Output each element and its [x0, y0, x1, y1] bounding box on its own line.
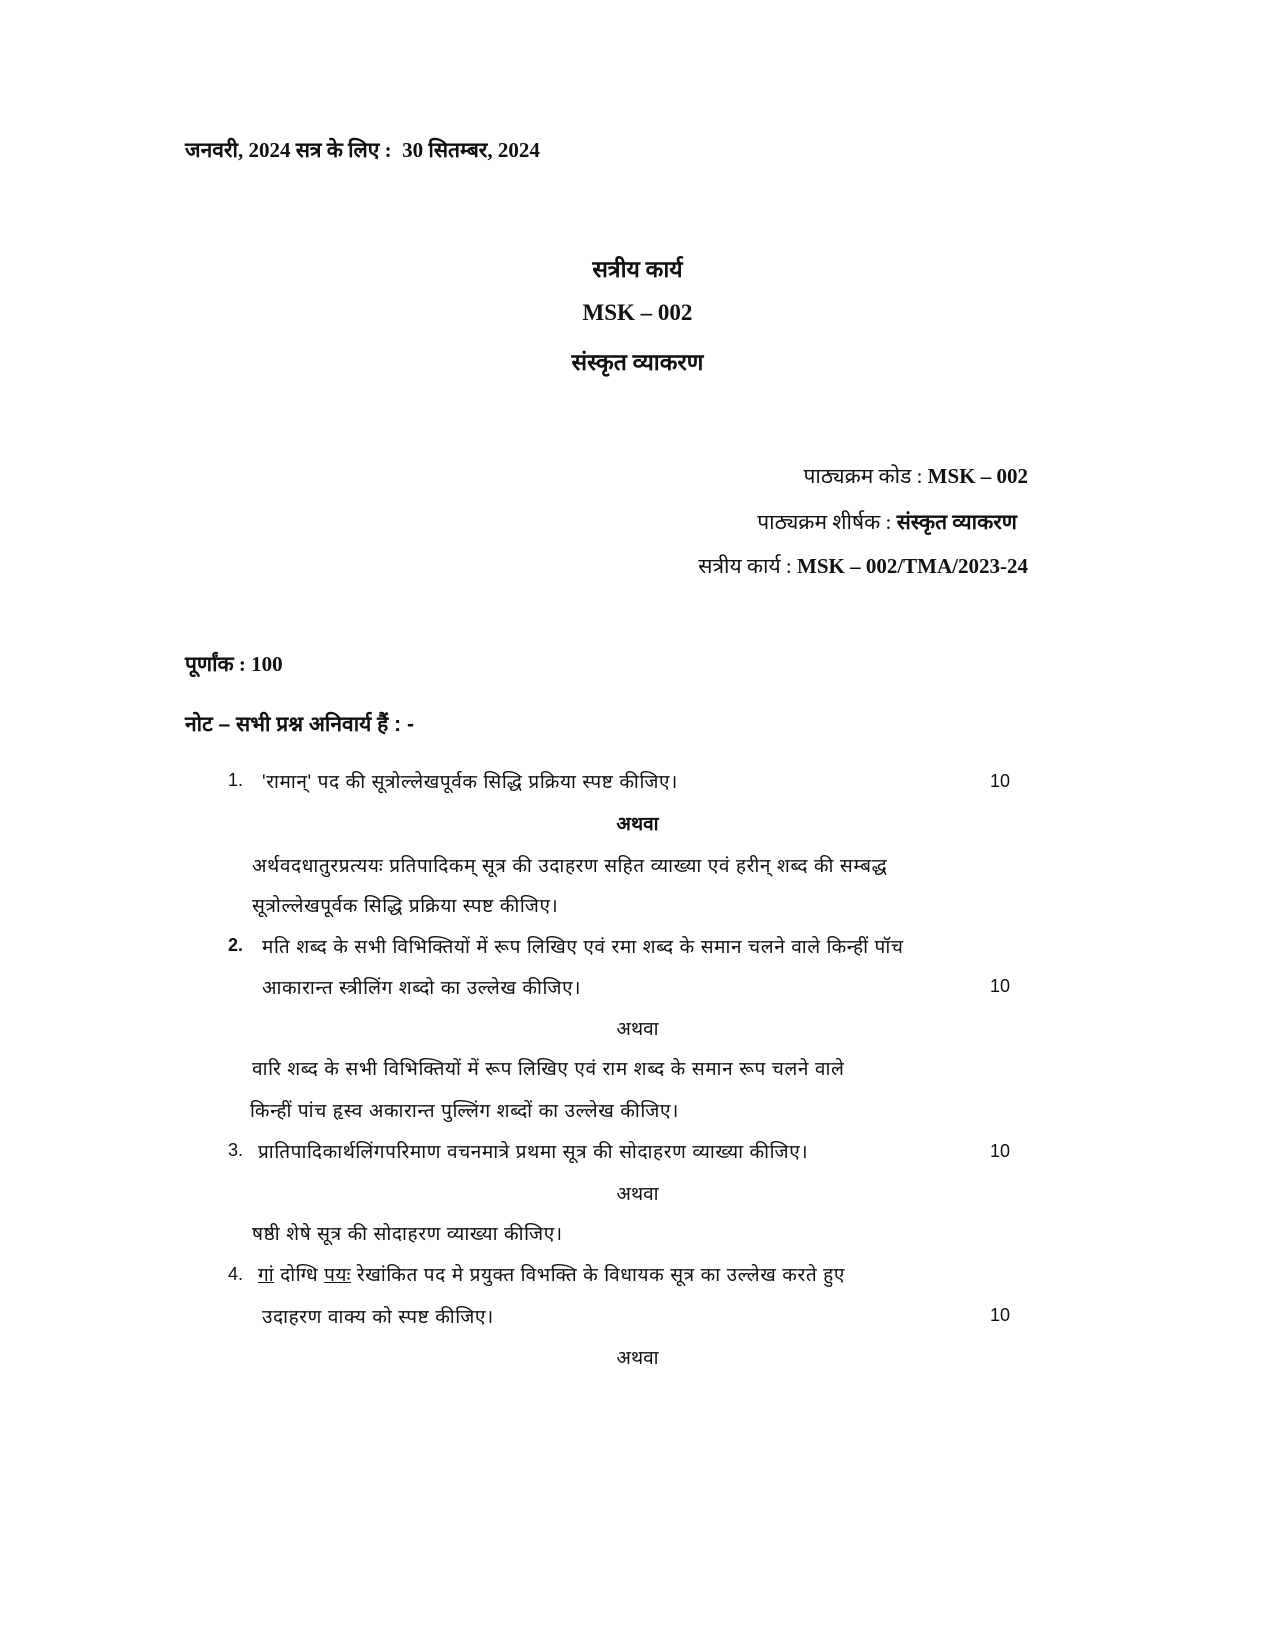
total-marks-label: पूर्णांक :: [185, 652, 246, 676]
or-separator: अथवा: [616, 814, 659, 835]
assignment-code-row: [698, 552, 1028, 580]
question-number: 3.: [228, 1140, 244, 1160]
session-date: 30 सितम्बर, 2024: [402, 138, 540, 162]
underlined-word: पयः: [324, 1265, 352, 1286]
course-title-label: पाठ्यक्रम शीर्षक :: [757, 510, 892, 534]
question-marks: 10: [990, 1141, 1011, 1161]
question-word: दोग्धि: [280, 1265, 319, 1286]
or-separator: अथवा: [616, 1019, 659, 1040]
course-title-row: [757, 508, 1017, 536]
course-code-row: [804, 462, 1029, 490]
question-marks: 10: [990, 771, 1011, 791]
assignment-heading: सत्रीय कार्य: [592, 257, 683, 282]
question-number: 2.: [228, 935, 244, 955]
total-marks-value: 100: [251, 652, 283, 676]
assignment-code-value: MSK – 002/TMA/2023-24: [797, 554, 1028, 578]
instruction-note: नोट – सभी प्रश्न अनिवार्य हैं : -: [185, 713, 414, 736]
alternate-question-line: किन्हीं पांच हृस्व अकारान्त पुल्लिंग शब्दों का उल्लेख कीजिए।: [250, 1101, 679, 1122]
question-number: 1.: [228, 770, 244, 790]
course-code-value: MSK – 002: [927, 464, 1028, 488]
question-text: 'रामान्' पद की सूत्रोल्लेखपूर्वक सिद्धि प्रक्रिया स्पष्ट कीजिए।: [262, 772, 678, 793]
question-number: 4.: [228, 1264, 244, 1284]
alternate-question-line: वारि शब्द के सभी विभिक्तियों में रूप लिखिए एवं राम शब्द के समान रूप चलने वाले: [252, 1059, 845, 1080]
question-marks: 10: [990, 976, 1011, 996]
question-text: उदाहरण वाक्य को स्पष्ट कीजिए।: [262, 1307, 494, 1328]
question-marks: 10: [990, 1305, 1011, 1325]
alternate-question-line: अर्थवदधातुरप्रत्ययः प्रतिपादिकम् सूत्र की उदाहरण सहित व्याख्या एवं हरीन् शब्द की सम्बद्ध: [252, 856, 888, 877]
question-text-rest: रेखांकित पद मे प्रयुक्त विभक्ति के विधायक सूत्र का उल्लेख करते हुए: [356, 1265, 845, 1286]
session-label: जनवरी, 2024 सत्र के लिए :: [185, 138, 392, 162]
underlined-word: गां: [258, 1265, 275, 1286]
total-marks: [185, 650, 283, 678]
question-text: प्रातिपादिकार्थलिंगपरिमाण वचनमात्रे प्रथमा सूत्र की सोदाहरण व्याख्या कीजिए।: [258, 1142, 809, 1163]
alternate-question-line: षष्ठी शेषे सूत्र की सोदाहरण व्याख्या कीजिए।: [252, 1224, 563, 1245]
assignment-code-label: सत्रीय कार्य :: [698, 554, 792, 578]
alternate-question-line: सूत्रोल्लेखपूर्वक सिद्धि प्रक्रिया स्पष्ट कीजिए।: [252, 896, 559, 917]
question-text: [258, 1261, 845, 1287]
course-name-title: संस्कृत व्याकरण: [571, 350, 704, 375]
or-separator: अथवा: [616, 1184, 659, 1205]
session-header: [185, 136, 540, 164]
question-text: मति शब्द के सभी विभिक्तियों में रूप लिखिए एवं रमा शब्द के समान चलने वाले किन्हीं पॉच: [262, 937, 904, 958]
question-text: आकारान्त स्त्रीलिंग शब्दो का उल्लेख कीजिए।: [262, 978, 582, 999]
course-code-label: पाठ्यक्रम कोड :: [803, 464, 923, 488]
course-title-value: संस्कृत व्याकरण: [896, 510, 1017, 534]
course-code-title: MSK – 002: [582, 300, 693, 325]
or-separator: अथवा: [616, 1348, 659, 1369]
